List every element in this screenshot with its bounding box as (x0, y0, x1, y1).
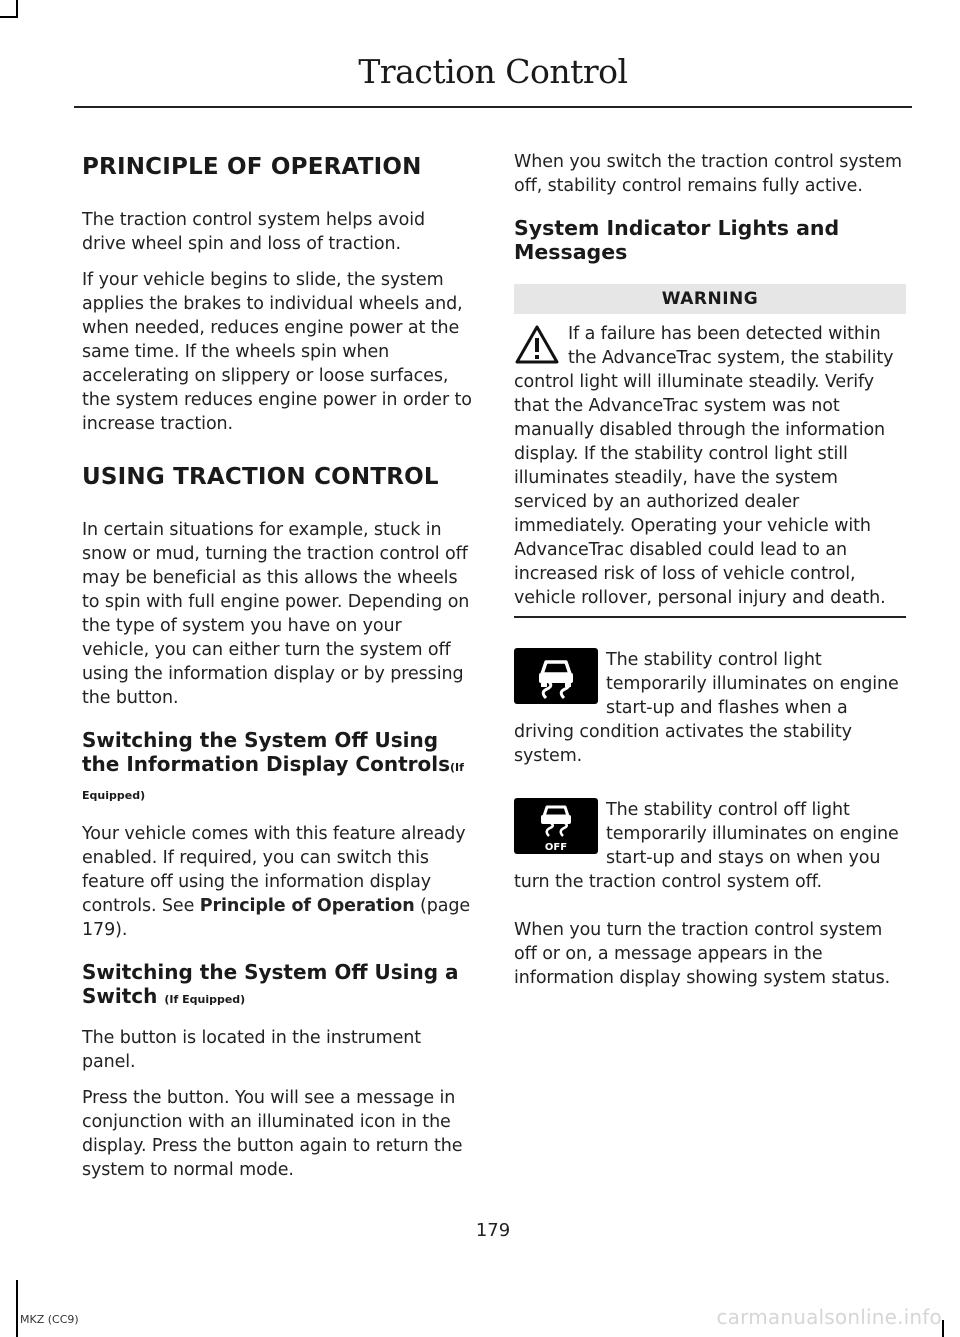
stability-control-light-icon (514, 648, 598, 704)
warning-banner: WARNING (514, 284, 906, 314)
heading-switch (82, 960, 474, 1012)
paragraph-text: Your vehicle comes with this feature already enabled. If required, you can switch this feature off using the information display controls. See (82, 824, 466, 916)
stability-off-light-block (514, 798, 906, 906)
crop-mark (16, 1280, 18, 1337)
warning-text: If a failure has been detected within the AdvanceTrac system, the stability control light will illuminate steadily. Verify that the AdvanceTrac system was not manually disabled through the information display. If the stability control light still illuminates steadily, have the system serviced by an authorized dealer immediately. Operating your vehicle with AdvanceTrac disabled could lead to an increased risk of loss of vehicle control, vehicle rollover, personal injury and death. (514, 324, 894, 608)
paragraph: In certain situations for example, stuck in snow or mud, turning the traction control off may be beneficial as this allows the wheels to spin with full engine power. Depending on the type of system you have on your vehicle, you can either turn the system off using the information display or by pressing the button. (82, 520, 470, 708)
if-equipped-note: (If Equipped) (164, 993, 246, 1006)
watermark: carmanualsonline.info (716, 1305, 942, 1329)
left-column (82, 150, 474, 1194)
crop-mark (0, 16, 18, 18)
heading-indicator-lights: System Indicator Lights and Messages (514, 216, 840, 264)
stability-control-off-light-icon (514, 798, 598, 854)
paragraph: The button is located in the instrument panel. (82, 1028, 422, 1072)
right-column (514, 150, 906, 1002)
paragraph: If your vehicle begins to slide, the system applies the brakes to individual wheels and, when needed, reduces engine power at the same time. If the wheels spin when accelerating on slippery or loose surfaces, the system reduces engine power in order to increase traction. (82, 270, 472, 434)
off-label: OFF (544, 841, 568, 853)
paragraph: When you switch the traction control system off, stability control remains fully active. (514, 152, 902, 196)
warning-divider (514, 616, 906, 618)
model-code: MKZ (CC9) (20, 1313, 79, 1326)
warning-triangle-icon (514, 324, 560, 366)
paragraph: The stability control off light temporarily illuminates on engine start-up and stays on when you turn the traction control system off. (514, 799, 899, 892)
heading-info-display-controls (82, 728, 474, 808)
warning-box (514, 322, 906, 610)
page-number: 179 (475, 1220, 511, 1241)
heading-using-traction-control: USING TRACTION CONTROL (82, 464, 439, 490)
if-equipped-note: (If Equipped) (82, 761, 464, 802)
crop-mark (942, 1320, 944, 1337)
page-title: Traction Control (358, 52, 628, 91)
paragraph: The stability control light temporarily illuminates on engine start-up and flashes when a driving condition activates the stability system. (514, 649, 899, 766)
heading-text: Switching the System Off Using a Switch (82, 960, 459, 1008)
paragraph (82, 822, 474, 942)
paragraph: When you turn the traction control system off or on, a message appears in the information display showing system status. (514, 919, 891, 988)
stability-light-block (514, 648, 906, 780)
paragraph: Press the button. You will see a message in conjunction with an illuminated icon in the display. Press the button again to return the system to normal mode. (82, 1088, 463, 1180)
cross-reference-link[interactable]: Principle of Operation (199, 896, 415, 916)
paragraph: The traction control system helps avoid drive wheel spin and loss of traction. (82, 210, 426, 254)
paragraph-text: (page 179). (82, 896, 471, 940)
heading-text: Switching the System Off Using the Information Display Controls (82, 728, 450, 776)
heading-principle-of-operation: PRINCIPLE OF OPERATION (82, 154, 422, 180)
header-divider (74, 106, 912, 108)
